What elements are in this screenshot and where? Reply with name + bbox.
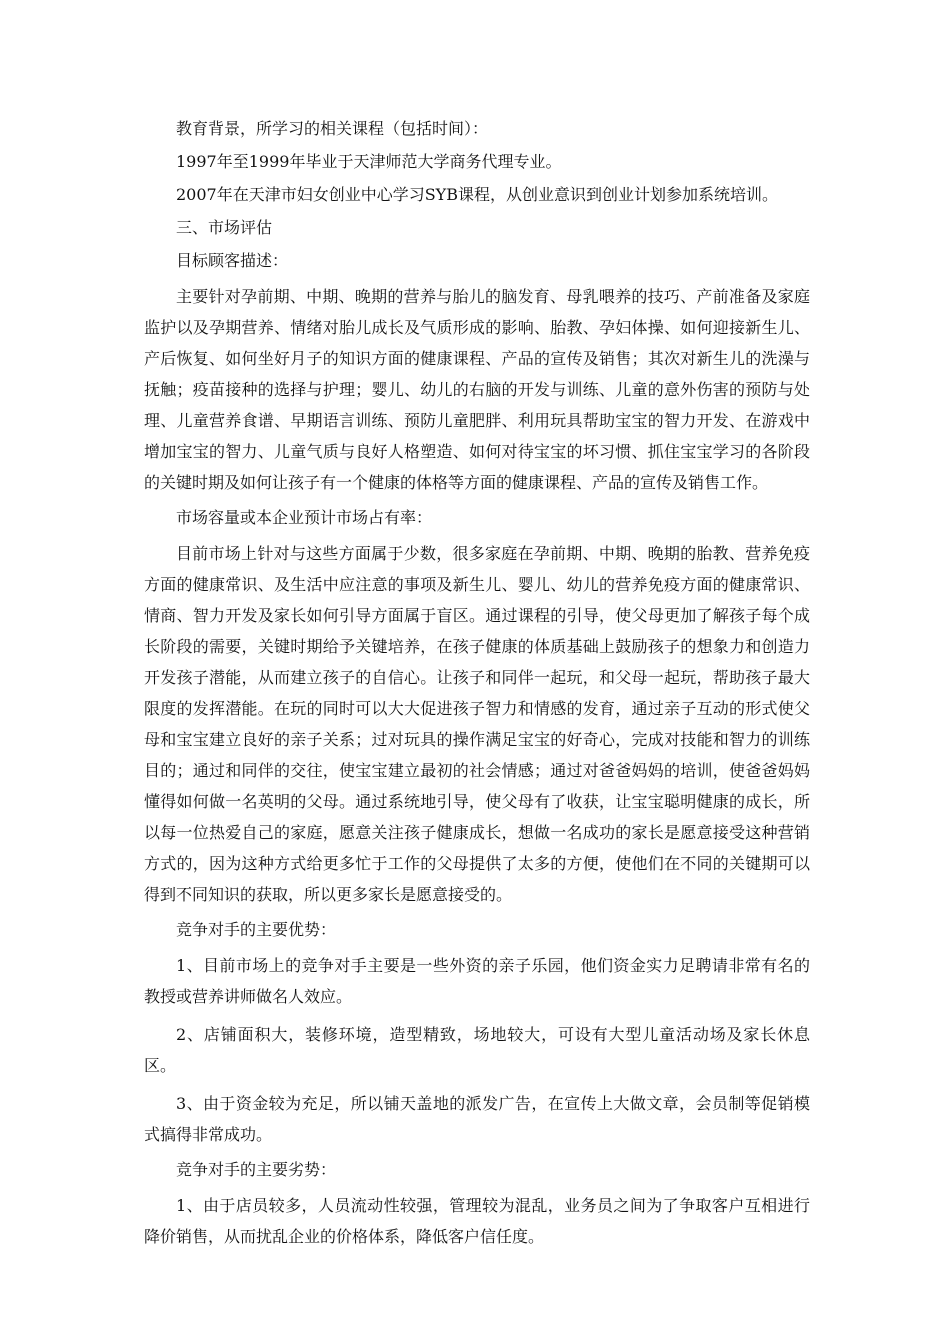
competitor-advantage-1: 1、目前市场上的竞争对手主要是一些外资的亲子乐园，他们资金实力足聘请非常有名的教授或营养讲师做名人效应。 xyxy=(144,956,810,1006)
competitor-advantages-heading: 竞争对手的主要优势： xyxy=(176,920,337,939)
competitor-disadvantage-1: 1、由于店员较多，人员流动性较强，管理较为混乱，业务员之间为了争取客户互相进行降价销售，从而扰乱企业的价格体系，降低客户信任度。 xyxy=(144,1196,810,1246)
competitor-disadvantages-heading: 竞争对手的主要劣势： xyxy=(176,1160,337,1179)
education-heading: 教育背景，所学习的相关课程（包括时间）： xyxy=(176,119,489,138)
section-title: 三、市场评估 xyxy=(176,218,273,237)
market-capacity-paragraph: 目前市场上针对与这些方面属于少数，很多家庭在孕前期、中期、晚期的胎教、营养免疫方面的健康常识、及生活中应注意的事项及新生儿、婴儿、幼儿的营养免疫方面的健康常识、情商、智力开发及家长如何引导方面属于盲区。通过课程的引导，使父母更加了解孩子每个成长阶段的需要，关键时期给予关键培养，在孩子健康的体质基础上鼓励孩子的想象力和创造力开发孩子潜能，从而建立孩子的自信心。让孩子和同伴一起玩，和父母一起玩，帮助孩子最大限度的发挥潜能。在玩的同时可以大大促进孩子智力和情感的发育，通过亲子互动的形式使父母和宝宝建立良好的亲子关系；过对玩具的操作满足宝宝的好奇心，完成对技能和智力的训练目的；通过和同伴的交往，使宝宝建立最初的社会情感；通过对爸爸妈妈的培训，使爸爸妈妈懂得如何做一名英明的父母。通过系统地引导，使父母有了收获，让宝宝聪明健康的成长，所以每一位热爱自己的家庭，愿意关注孩子健康成长，想做一名成功的家长是愿意接受这种营销方式的，因为这种方式给更多忙于工作的父母提供了太多的方便，使他们在不同的关键期可以得到不同知识的获取，所以更多家长是愿意接受的。 xyxy=(144,544,810,904)
market-capacity-heading: 市场容量或本企业预计市场占有率： xyxy=(176,508,433,527)
education-item-2: 2007年在天津市妇女创业中心学习SYB课程，从创业意识到创业计划参加系统培训。 xyxy=(176,185,779,204)
competitor-advantage-2: 2、店铺面积大，装修环境，造型精致，场地较大，可设有大型儿童活动场及家长休息区。 xyxy=(144,1025,810,1075)
document-page xyxy=(144,116,810,1252)
target-customer-paragraph: 主要针对孕前期、中期、晚期的营养与胎儿的脑发育、母乳喂养的技巧、产前准备及家庭监护以及孕期营养、情绪对胎儿成长及气质形成的影响、胎教、孕妇体操、如何迎接新生儿、产后恢复、如何坐好月子的知识方面的健康课程、产品的宣传及销售；其次对新生儿的洗澡与抚触；疫苗接种的选择与护理；婴儿、幼儿的右脑的开发与训练、儿童的意外伤害的预防与处理、儿童营养食谱、早期语言训练、预防儿童肥胖、利用玩具帮助宝宝的智力开发、在游戏中增加宝宝的智力、儿童气质与良好人格塑造、如何对待宝宝的坏习惯、抓住宝宝学习的各阶段的关键时期及如何让孩子有一个健康的体格等方面的健康课程、产品的宣传及销售工作。 xyxy=(144,287,810,492)
competitor-advantage-3: 3、由于资金较为充足，所以铺天盖地的派发广告，在宣传上大做文章，会员制等促销模式搞得非常成功。 xyxy=(144,1094,810,1144)
education-item-1: 1997年至1999年毕业于天津师范大学商务代理专业。 xyxy=(176,152,562,171)
target-customer-heading: 目标顾客描述： xyxy=(176,251,289,270)
